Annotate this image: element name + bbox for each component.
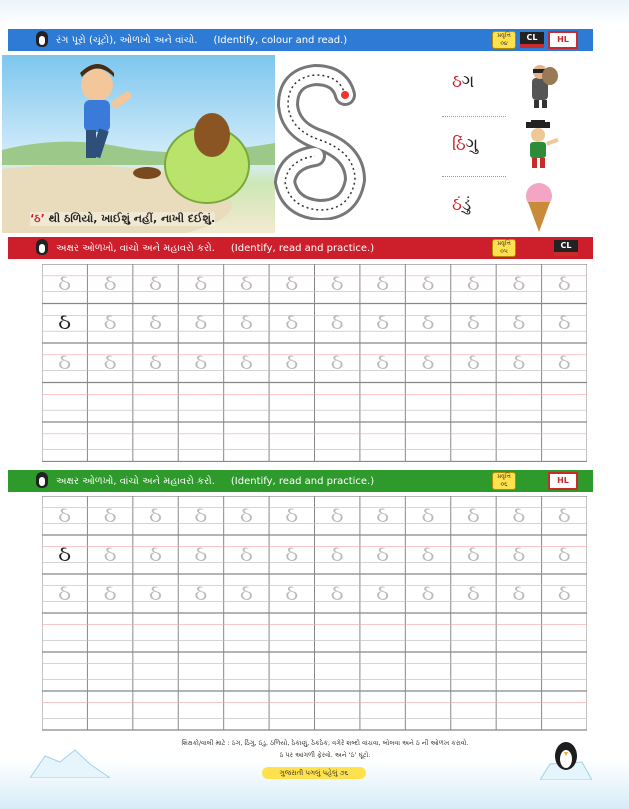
- trace-cell[interactable]: ઠ: [103, 349, 117, 375]
- penguin-icon: [34, 239, 50, 257]
- divider: [442, 116, 506, 117]
- trace-cell[interactable]: ઠ: [58, 310, 72, 336]
- activity-badge: પ્રવૃત્તિ ૦૬: [492, 472, 516, 490]
- trace-cell[interactable]: ઠ: [149, 349, 162, 375]
- trace-cell[interactable]: ઠ: [285, 580, 299, 606]
- trace-cell[interactable]: ઠ: [512, 349, 526, 375]
- trace-cell[interactable]: ઠ: [58, 580, 72, 606]
- trace-cell[interactable]: ઠ: [194, 502, 208, 528]
- iceberg-icon: [30, 748, 110, 778]
- instruction-guj: અક્ષર ઓળખો, વાંચો અને મહાવરો કરો.: [56, 242, 215, 254]
- trace-cell[interactable]: ઠ: [239, 502, 253, 528]
- word-thingu: ઠિંગુ: [452, 135, 479, 155]
- activity-badge: પ્રવૃત્તિ ૦૫: [492, 239, 516, 257]
- hl-badge: HL: [548, 472, 578, 490]
- trace-cell[interactable]: ઠ: [330, 502, 344, 528]
- trace-cell[interactable]: ઠ: [103, 580, 117, 606]
- trace-cell[interactable]: ઠ: [421, 541, 435, 567]
- trace-cell[interactable]: ઠ: [194, 541, 208, 567]
- trace-cell[interactable]: ઠ: [557, 580, 571, 606]
- trace-cell[interactable]: ઠ: [285, 310, 299, 336]
- trace-cell[interactable]: ઠ: [557, 502, 571, 528]
- trace-cell[interactable]: ઠ: [512, 580, 526, 606]
- trace-cell[interactable]: ઠ: [557, 541, 571, 567]
- trace-cell[interactable]: ઠ: [421, 270, 435, 296]
- trace-cell[interactable]: ઠ: [149, 270, 162, 296]
- trace-cell[interactable]: ઠ: [421, 349, 435, 375]
- trace-cell[interactable]: ઠ: [330, 541, 344, 567]
- trace-cell[interactable]: ઠ: [194, 270, 208, 296]
- trace-cell[interactable]: ઠ: [239, 270, 253, 296]
- trace-letter-icon: [270, 60, 380, 220]
- trace-cell[interactable]: ઠ: [285, 502, 299, 528]
- cl-badge: CL: [520, 32, 544, 48]
- trace-cell[interactable]: ઠ: [512, 270, 526, 296]
- trace-cell[interactable]: ઠ: [557, 310, 571, 336]
- trace-cell[interactable]: ઠ: [239, 541, 253, 567]
- trace-cell[interactable]: ઠ: [376, 270, 390, 296]
- trace-cell[interactable]: ઠ: [58, 349, 72, 375]
- cl-badge: CL: [554, 240, 578, 256]
- trace-cell[interactable]: ઠ: [285, 270, 299, 296]
- trace-cell[interactable]: ઠ: [467, 541, 480, 567]
- badges-band2: [492, 238, 578, 258]
- teacher-note: શિક્ષકો/વાલી માટે : ઠગ, ઠિંગુ, ઠંડુ, ઠળિયો, ઠેકાણું, ઠેકઠેક, વગેરે શબ્દો વાંચવા, બોલવા અને ઠ ની ઓળખ કરાવો. ઠ પર આંગળી ફેરવો. અને ‘ઠ’ ઘૂંટો.: [181, 739, 469, 759]
- divider: [442, 176, 506, 177]
- trace-cell[interactable]: ઠ: [376, 349, 390, 375]
- instruction-eng: (Identify, read and practice.): [230, 242, 375, 254]
- trace-cell[interactable]: ઠ: [285, 349, 299, 375]
- penguin-icon: [34, 31, 50, 49]
- trace-cell[interactable]: ઠ: [557, 270, 571, 296]
- trace-cell[interactable]: ઠ: [103, 502, 117, 528]
- trace-cell[interactable]: ઠ: [330, 270, 344, 296]
- illustration-scene: [2, 55, 275, 233]
- trace-cell[interactable]: ઠ: [376, 580, 390, 606]
- trace-cell[interactable]: ઠ: [239, 349, 253, 375]
- trace-cell[interactable]: ઠ: [421, 310, 435, 336]
- hl-badge: HL: [548, 31, 578, 49]
- penguin-icon: [34, 472, 50, 490]
- dwarf-icon: [518, 120, 560, 172]
- scene-art: [2, 55, 275, 233]
- thief-icon: [522, 62, 558, 108]
- trace-cell[interactable]: ઠ: [330, 310, 344, 336]
- trace-cell[interactable]: ઠ: [467, 310, 480, 336]
- trace-cell[interactable]: ઠ: [421, 580, 435, 606]
- trace-cell[interactable]: ઠ: [194, 349, 208, 375]
- trace-cell[interactable]: ઠ: [376, 502, 390, 528]
- trace-cell[interactable]: ઠ: [194, 310, 208, 336]
- instruction-eng: (Identify, read and practice.): [230, 475, 375, 487]
- scene-caption: ‘ઠ’ થી ઠળિયો, ખાઈશું નહીં, નાખી દઈશું.: [30, 212, 216, 225]
- trace-cell[interactable]: ઠ: [149, 541, 162, 567]
- trace-cell[interactable]: ઠ: [149, 580, 162, 606]
- instruction-eng: (Identify, colour and read.): [213, 34, 348, 46]
- trace-cell[interactable]: ઠ: [512, 541, 526, 567]
- practice-grid-1[interactable]: [42, 264, 587, 462]
- ice-cream-icon: [522, 182, 556, 234]
- trace-cell[interactable]: ઠ: [512, 310, 526, 336]
- activity-badge: પ્રવૃત્તિ ૦૪: [492, 31, 516, 49]
- trace-cell[interactable]: ઠ: [58, 502, 72, 528]
- trace-cell[interactable]: ઠ: [194, 580, 208, 606]
- word-thag: ઠગ: [452, 72, 475, 92]
- trace-cell[interactable]: ઠ: [330, 349, 344, 375]
- trace-cell[interactable]: ઠ: [103, 310, 117, 336]
- trace-cell[interactable]: ઠ: [467, 502, 480, 528]
- trace-cell[interactable]: ઠ: [467, 270, 480, 296]
- trace-cell[interactable]: ઠ: [149, 502, 162, 528]
- trace-cell[interactable]: ઠ: [467, 580, 480, 606]
- seed-icon: [133, 167, 161, 179]
- mango-icon: [165, 113, 249, 203]
- trace-cell[interactable]: ઠ: [58, 541, 72, 567]
- trace-cell[interactable]: ઠ: [285, 541, 299, 567]
- trace-cell[interactable]: ઠ: [467, 349, 480, 375]
- trace-cell[interactable]: ઠ: [376, 541, 390, 567]
- practice-grid-2[interactable]: [42, 496, 587, 732]
- penguin-iceberg-icon: [540, 740, 592, 780]
- trace-cell[interactable]: ઠ: [103, 541, 117, 567]
- trace-cell[interactable]: ઠ: [103, 270, 117, 296]
- trace-cell[interactable]: ઠ: [58, 270, 72, 296]
- boy-icon: [80, 64, 133, 158]
- trace-cell[interactable]: ઠ: [557, 349, 571, 375]
- badges-top: [492, 30, 578, 50]
- trace-cell[interactable]: ઠ: [239, 310, 253, 336]
- trace-cell[interactable]: ઠ: [512, 502, 526, 528]
- instruction-guj: અક્ષર ઓળખો, વાંચો અને મહાવરો કરો.: [56, 475, 215, 487]
- word-thandu: ઠંડું: [452, 195, 472, 215]
- trace-cell[interactable]: ઠ: [330, 580, 344, 606]
- instruction-guj: રંગ પૂરો (ચૂંટો), ઓળખો અને વાંચો.: [56, 34, 198, 46]
- page-number: ગુજરાતી પગલું પહેલું ૭૬: [262, 767, 366, 779]
- trace-cell[interactable]: ઠ: [421, 502, 435, 528]
- trace-cell[interactable]: ઠ: [376, 310, 390, 336]
- badges-band3: [492, 471, 578, 491]
- trace-cell[interactable]: ઠ: [239, 580, 253, 606]
- trace-cell[interactable]: ઠ: [149, 310, 162, 336]
